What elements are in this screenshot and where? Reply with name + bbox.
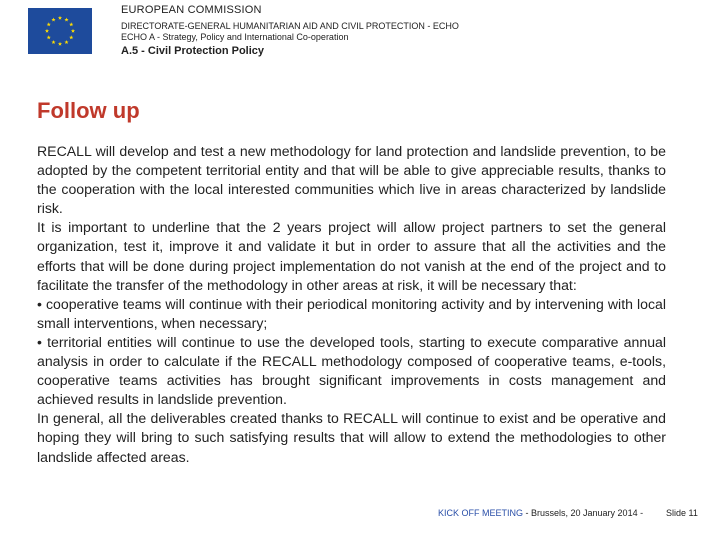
flag-star [71,29,75,33]
flag-star [51,18,55,22]
paragraph-conclusion: In general, all the deliverables created thanks to RECALL will continue to exist and be operative and hoping they will bring to such satisfying results that will allow to extend the methodologies to other landslide affected areas. [37,410,666,465]
directorate: ECHO A - Strategy, Policy and International Co-operation [121,32,349,42]
bullet-territorial-entities: • territorial entities will continue to use the developed tools, starting to execute comparative annual analysis in order to calculate if the RECALL methodology composed of cooperative teams, e-tools, cooperative teams activities has brought significant improvements in costs management and achieved results in landslide prevention. [37,333,666,408]
organization-name: EUROPEAN COMMISSION [121,4,262,16]
flag-star [47,35,51,39]
flag-star [51,40,55,44]
flag-star [69,35,73,39]
slide-footer [438,508,643,518]
footer-event: KICK OFF MEETING [438,508,524,518]
slide-header [0,0,720,60]
flag-star [69,22,73,26]
flag-star [58,16,62,20]
bullet-cooperative-teams: • cooperative teams will continue with their periodical monitoring activity and by intervening with local small interventions, when necessary; [37,295,666,331]
slide-title: Follow up [37,98,140,123]
slide-number: Slide 11 [666,508,698,518]
flag-star [45,29,49,33]
footer-details: - Brussels, 20 January 2014 - [523,508,644,518]
flag-star [47,22,51,26]
slide-body [37,142,666,467]
header-text [121,4,459,58]
paragraph-intro: RECALL will develop and test a new methodology for land protection and landslide prevention, to be adopted by the competent territorial entity and that will be able to give appreciable results, thanks to the cooperation with the local interested communities which live in areas characterized by landslide risk. [37,143,666,217]
paragraph-importance: It is important to underline that the 2 years project will allow project partners to set the general organization, test it, improve it and validate it but in order to assure that all the activities and the efforts that will be done during project implementation do not vanish at the end of the project and to facilitate the transfer of the methodology in other areas at risk, it will be necessary that: [37,219,666,293]
unit-name: A.5 - Civil Protection Policy [121,45,265,57]
eu-flag-icon [28,8,92,54]
flag-star [58,42,62,46]
directorate-general: DIRECTORATE-GENERAL HUMANITARIAN AID AND CIVIL PROTECTION - ECHO [121,21,459,31]
flag-star [64,18,68,22]
flag-star [64,40,68,44]
